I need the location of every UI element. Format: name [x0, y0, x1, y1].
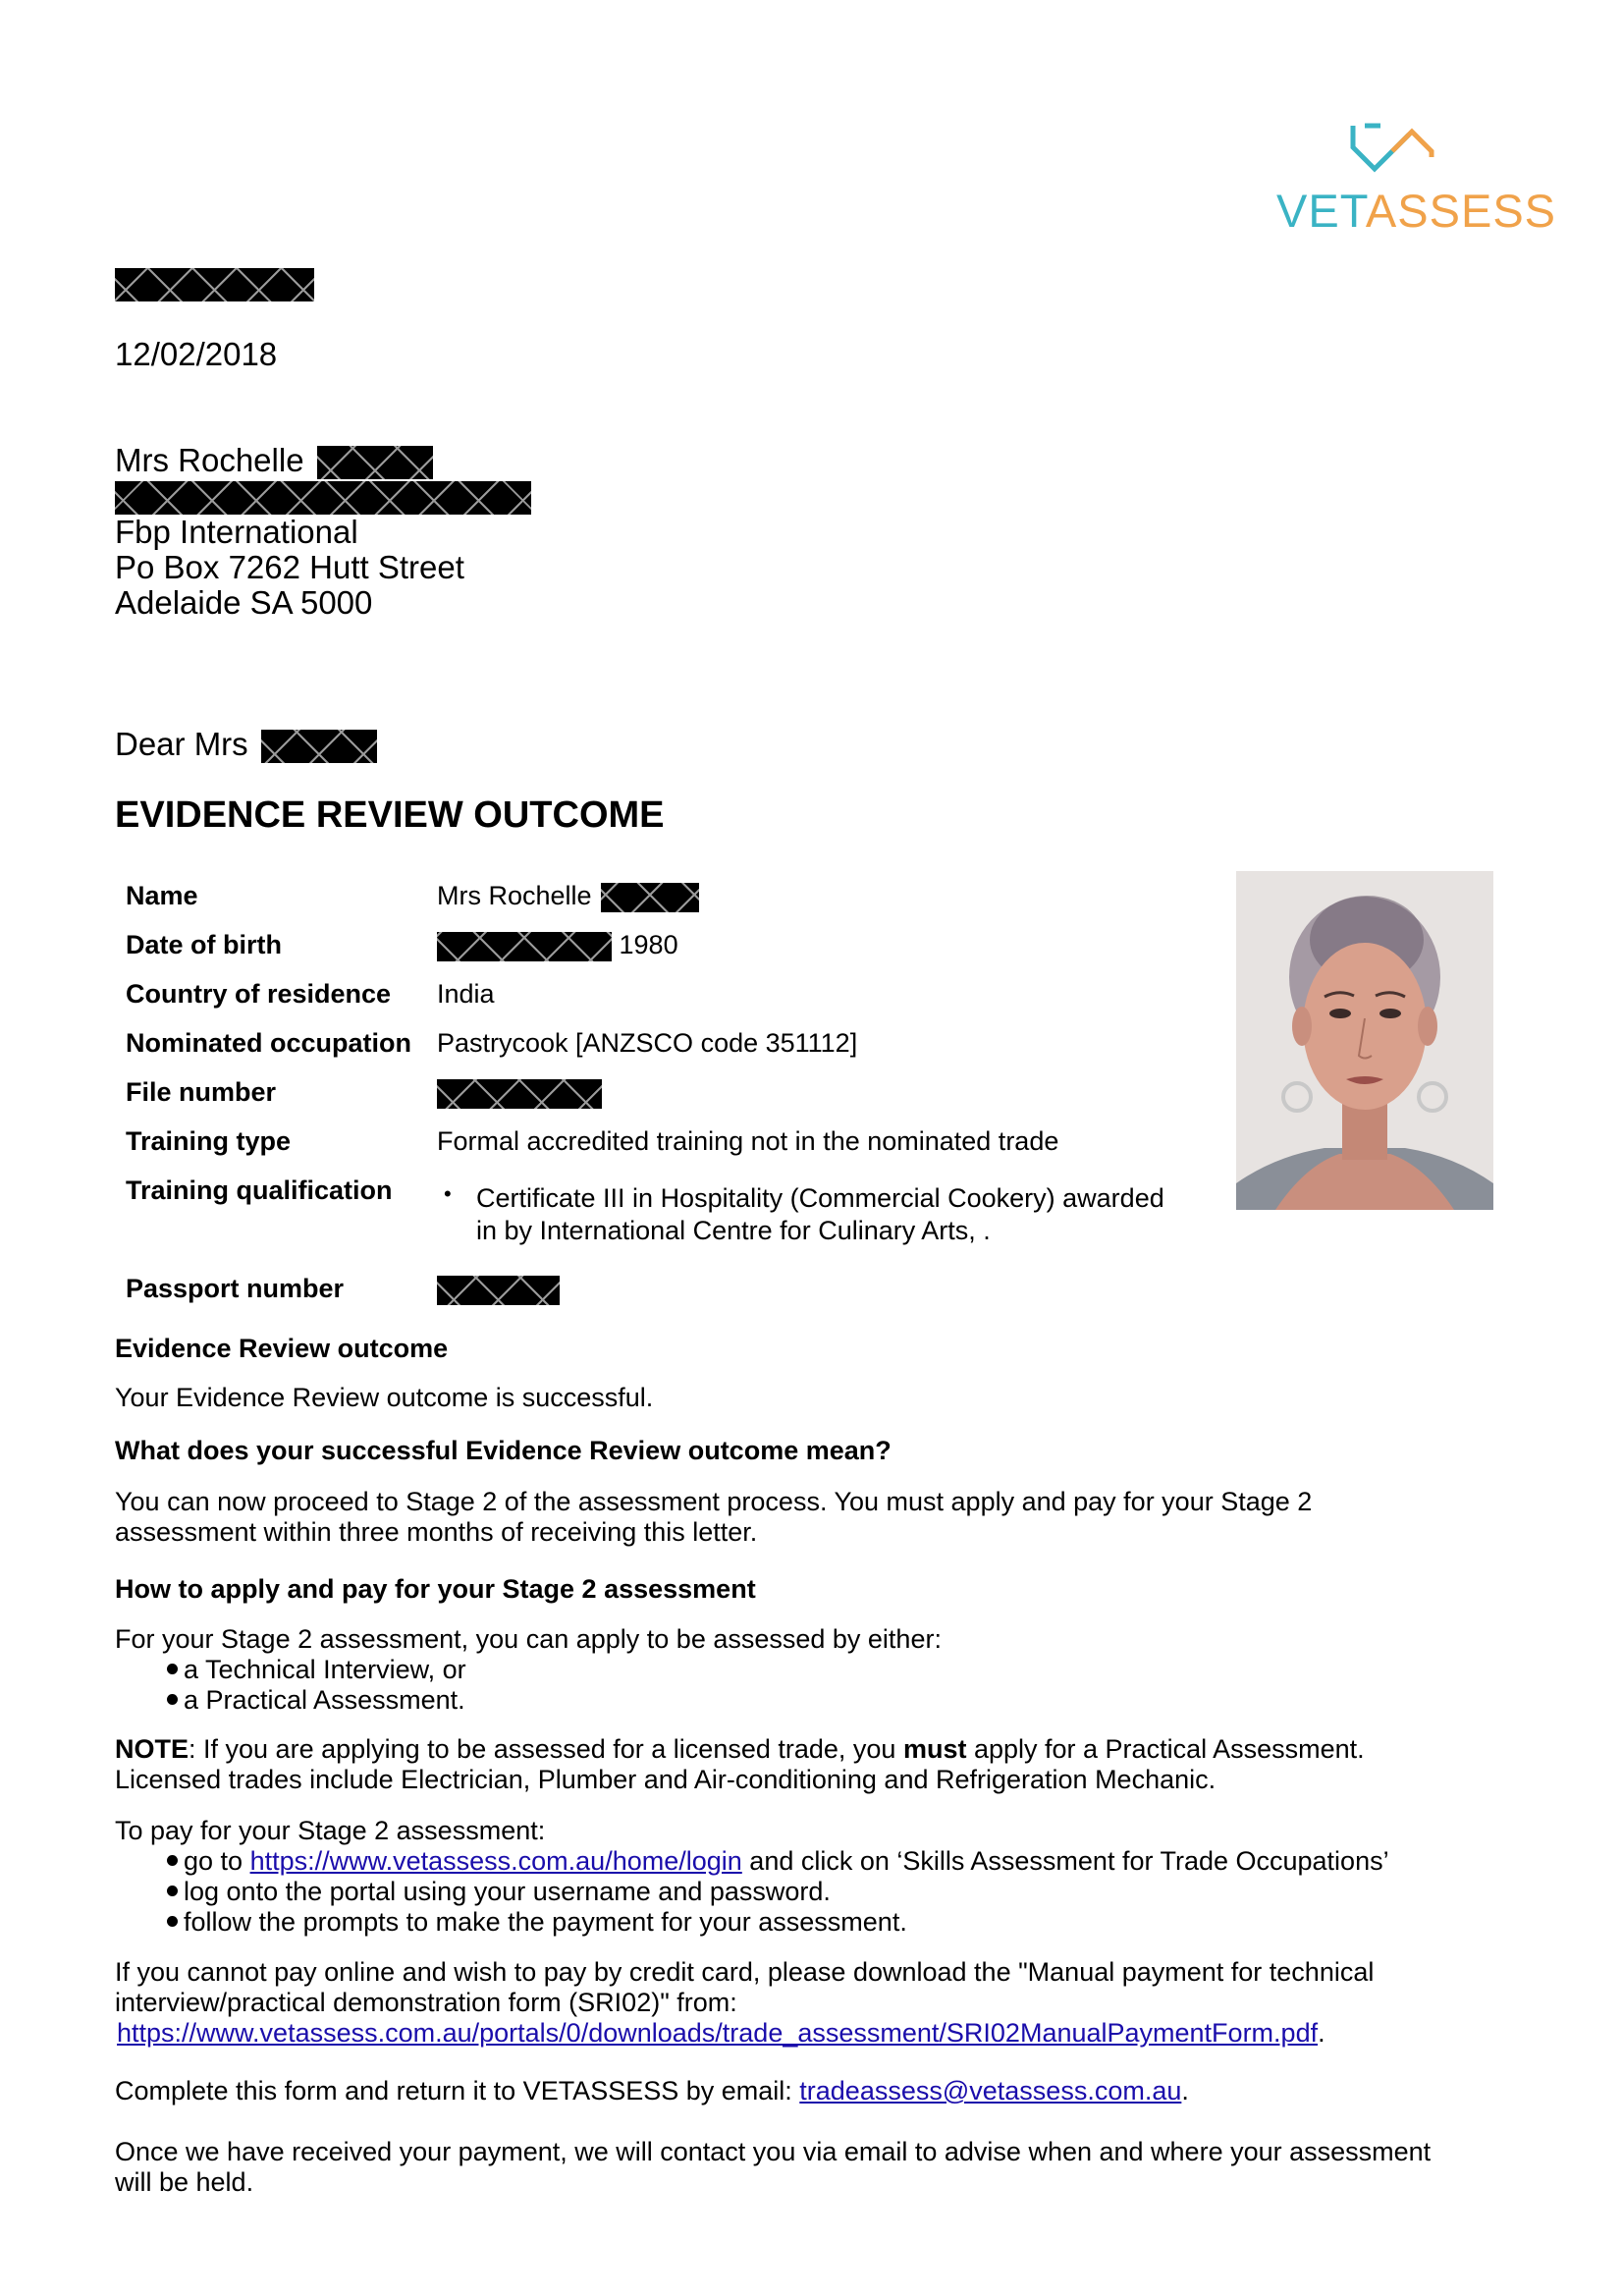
address-line-2: Po Box 7262 Hutt Street [115, 549, 464, 585]
recipient-name-text: Mrs Rochelle [115, 442, 304, 478]
logo-text-vet: VET [1276, 185, 1366, 237]
redacted-passport-number [437, 1276, 560, 1305]
dob-value [437, 930, 678, 961]
bullet-icon [167, 1916, 178, 1927]
document-title-wrap [115, 793, 665, 837]
document-title: EVIDENCE REVIEW OUTCOME [115, 794, 665, 836]
passport-number-label: Passport number [126, 1274, 345, 1303]
pay-step-1 [167, 1846, 1389, 1877]
apply-option-2-text: a Practical Assessment. [184, 1685, 465, 1715]
tradeassess-email-link[interactable]: tradeassess@vetassess.com.au [799, 2076, 1182, 2105]
file-number-label: File number [126, 1077, 277, 1107]
manual-link-suffix: . [1318, 2018, 1325, 2048]
letter-date: 12/02/2018 [115, 336, 278, 372]
dob-label: Date of birth [126, 930, 282, 959]
bullet-icon [167, 1694, 178, 1705]
portrait-icon [1236, 871, 1493, 1210]
note-line-1 [115, 1734, 1365, 1765]
redacted-reference [115, 268, 314, 301]
bullet-icon [167, 1855, 178, 1866]
apply-heading: How to apply and pay for your Stage 2 assessment [115, 1574, 756, 1604]
apply-intro: For your Stage 2 assessment, you can apply to be assessed by either: [115, 1624, 942, 1654]
pay-intro: To pay for your Stage 2 assessment: [115, 1816, 546, 1845]
training-type-value: Formal accredited training not in the nominated trade [437, 1126, 1059, 1156]
pay-step-3-text: follow the prompts to make the payment for your assessment. [184, 1907, 907, 1937]
vetassess-logo [1276, 118, 1557, 237]
final-line-1: Once we have received your payment, we will contact you via email to advise when and where your assessment [115, 2137, 1432, 2166]
complete-suffix: . [1181, 2076, 1189, 2105]
address-line-3: Adelaide SA 5000 [115, 584, 373, 621]
outcome-heading: Evidence Review outcome [115, 1334, 449, 1363]
name-value-text: Mrs Rochelle [437, 881, 592, 910]
note-text-a: : If you are applying to be assessed for a licensed trade, you [189, 1734, 903, 1764]
pay-step-1-suffix: and click on ‘Skills Assessment for Trade Occupations’ [741, 1846, 1389, 1876]
meaning-text-line-2: assessment within three months of receiving this letter. [115, 1517, 758, 1547]
redacted-address-line [115, 481, 531, 515]
redacted-salutation-surname [261, 730, 377, 763]
manual-line-2: interview/practical demonstration form (SRI02)" from: [115, 1988, 737, 2017]
logo-text-assess: ASSESS [1365, 185, 1557, 237]
redacted-surname [317, 446, 433, 479]
apply-option-1 [167, 1655, 466, 1685]
dob-year: 1980 [619, 930, 678, 959]
redacted-dob [437, 932, 612, 961]
country-label: Country of residence [126, 979, 392, 1009]
training-qualification-line-1: Certificate III in Hospitality (Commercial Cookery) awarded [476, 1183, 1164, 1213]
note-line-2: Licensed trades include Electrician, Plumber and Air-conditioning and Refrigeration Mechanic. [115, 1765, 1216, 1794]
training-qualification-bullet: • [444, 1181, 452, 1206]
address-line-1: Fbp International [115, 514, 358, 550]
pay-step-2-text: log onto the portal using your username and password. [184, 1877, 831, 1906]
final-line-2: will be held. [115, 2167, 254, 2197]
bullet-icon [167, 1886, 178, 1896]
complete-prefix: Complete this form and return it to VETASSESS by email: [115, 2076, 800, 2105]
name-value [437, 881, 699, 912]
redacted-file-number [437, 1079, 602, 1109]
occupation-value: Pastrycook [ANZSCO code 351112] [437, 1028, 858, 1058]
recipient-name [115, 443, 433, 479]
meaning-text-line-1: You can now proceed to Stage 2 of the assessment process. You must apply and pay for your Stage 2 [115, 1487, 1313, 1516]
salutation-text: Dear Mrs [115, 726, 248, 762]
country-value: India [437, 979, 495, 1009]
training-type-label: Training type [126, 1126, 292, 1156]
bullet-icon [167, 1664, 178, 1674]
manual-payment-form-link[interactable]: https://www.vetassess.com.au/portals/0/downloads/trade_assessment/SRI02ManualPaymentForm.pdf [117, 2018, 1319, 2048]
manual-link-line [117, 2018, 1325, 2049]
salutation [115, 727, 377, 763]
occupation-label: Nominated occupation [126, 1028, 412, 1058]
note-must: must [902, 1734, 967, 1764]
redacted-name-surname [601, 883, 699, 912]
applicant-photo [1236, 871, 1493, 1210]
login-link[interactable]: https://www.vetassess.com.au/home/login [249, 1846, 742, 1876]
complete-line [115, 2076, 1189, 2106]
meaning-heading: What does your successful Evidence Review outcome mean? [115, 1436, 892, 1465]
note-label: NOTE [115, 1734, 189, 1764]
name-label: Name [126, 881, 198, 910]
pay-step-1-prefix: go to [184, 1846, 250, 1876]
apply-option-2 [167, 1685, 465, 1716]
training-qualification-label: Training qualification [126, 1175, 393, 1205]
pay-step-3 [167, 1907, 907, 1938]
pay-step-2 [167, 1877, 831, 1907]
apply-option-1-text: a Technical Interview, or [184, 1655, 466, 1684]
outcome-text: Your Evidence Review outcome is successful. [115, 1383, 654, 1412]
note-text-b: apply for a Practical Assessment. [966, 1734, 1365, 1764]
manual-line-1: If you cannot pay online and wish to pay by credit card, please download the "Manual payment for technical [115, 1957, 1375, 1987]
training-qualification-line-2: in by International Centre for Culinary Arts, . [476, 1216, 991, 1245]
